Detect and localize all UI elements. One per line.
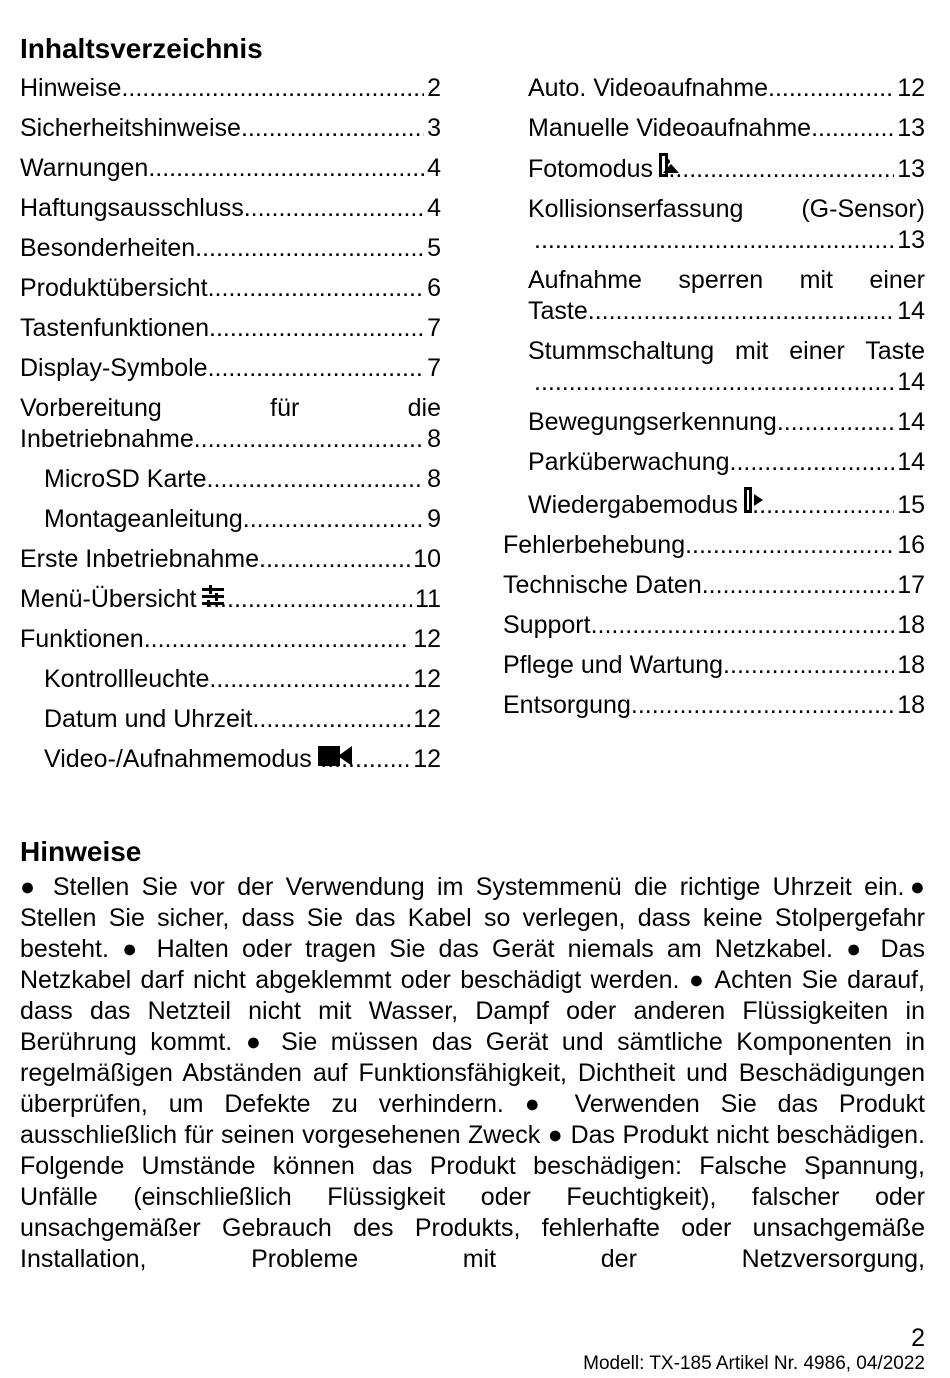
footer-model-info: Modell: TX-185 Artikel Nr. 4986, 04/2022 (583, 1353, 925, 1374)
toc-entry-besonderheiten[interactable]: Besonderheiten ..... 5 (20, 228, 441, 268)
photo-icon (659, 153, 668, 177)
toc-entry-sicherheitshinweise[interactable]: Sicherheitshinweise ..... 3 (20, 108, 441, 148)
toc-entry-haftungsausschluss[interactable]: Haftungsausschluss ..... 4 (20, 188, 441, 228)
toc-column-right (503, 68, 925, 725)
toc-entry-kollision[interactable]: Kollisionserfassung (G-Sensor) ..... 13 (503, 189, 925, 260)
section-title-hinweise: Hinweise (20, 836, 142, 867)
toc-entry-auto-video[interactable]: Auto. Videoaufnahme ..... 12 (503, 68, 925, 108)
toc-entry-entsorgung[interactable]: Entsorgung ..... 18 (503, 685, 925, 725)
toc-entry-support[interactable]: Support ..... 18 (503, 605, 925, 645)
toc-entry-produktuebersicht[interactable]: Produktübersicht ..... 6 (20, 268, 441, 308)
toc-entry-pflege[interactable]: Pflege und Wartung ..... 18 (503, 645, 925, 685)
toc-entry-erste-inbetriebnahme[interactable]: Erste Inbetriebnahme ..... 10 (20, 539, 441, 579)
toc-entry-wiedergabemodus[interactable]: Wiedergabemodus ..... 15 (503, 482, 925, 525)
toc-entry-video-aufnahmemodus[interactable]: Video-/Aufnahmemodus ..... 12 (20, 739, 441, 779)
toc-entry-fotomodus[interactable]: Fotomodus ..... 13 (503, 148, 925, 189)
toc-entry-hinweise[interactable]: Hinweise ..... 2 (20, 68, 441, 108)
toc-entry-technische-daten[interactable]: Technische Daten ..... 17 (503, 565, 925, 605)
toc-entry-funktionen[interactable]: Funktionen ..... 12 (20, 619, 441, 659)
toc-entry-manuelle-video[interactable]: Manuelle Videoaufnahme ..... 13 (503, 108, 925, 148)
toc-entry-stummschaltung[interactable]: Stummschaltung mit einer Taste ..... 14 (503, 331, 925, 402)
toc-entry-bewegungserkennung[interactable]: Bewegungserkennung ..... 14 (503, 402, 925, 442)
toc-entry-parkueberwachung[interactable]: Parküberwachung ..... 14 (503, 442, 925, 482)
video-camera-icon (318, 745, 321, 767)
hinweise-body-text: ● Stellen Sie vor der Verwendung im Systemmenü die richtige Uhrzeit ein.● Stellen Sie sicher, dass Sie das Kabel so verlegen, dass keine Stolpergefahr besteht. ● Halten oder tragen Sie das Gerät niemals am Netzkabel. ● Das Netzkabel darf nicht abgeklemmt oder beschädigt werden. ● Achten Sie darauf, dass das Netzteil nicht mit Wasser, Dampf oder anderen Flüssigkeiten in Berührung kommt. ● Sie müssen das Gerät und sämtliche Komponenten in regelmäßigen Abständen auf Funktionsfähigkeit, Dichtheit und Beschädigungen überprüfen, um Defekte zu verhindern. ● Verwenden Sie das Produkt ausschließlich für seinen vorgesehenen Zweck ● Das Produkt nicht beschädigen. Folgende Umstände können das Produkt beschädigen: Falsche Spannung, Unfälle (einschließlich Flüssigkeit oder Feuchtigkeit), falscher oder unsachgemäßer Gebrauch des Produkts, fehlerhafte oder unsachgemäße Installation, Probleme mit der Netzversorgung, (20, 873, 925, 1273)
menu-sliders-icon (202, 585, 206, 607)
toc-title: Inhaltsverzeichnis (20, 33, 263, 64)
page-number: 2 (911, 1324, 925, 1352)
toc-entry-tastenfunktionen[interactable]: Tastenfunktionen ..... 7 (20, 308, 441, 348)
toc-entry-datum-uhrzeit[interactable]: Datum und Uhrzeit ..... 12 (20, 699, 441, 739)
play-icon (744, 487, 752, 513)
toc-entry-menue-uebersicht[interactable]: Menü-Übersicht ..... 11 (20, 579, 441, 619)
toc-column-left (20, 68, 441, 779)
toc-entry-warnungen[interactable]: Warnungen ..... 4 (20, 148, 441, 188)
toc-entry-display-symbole[interactable]: Display-Symbole ..... 7 (20, 348, 441, 388)
toc-entry-aufnahme-sperren[interactable]: Aufnahme sperren mit einer Taste ..... 14 (503, 260, 925, 331)
toc-entry-fehlerbehebung[interactable]: Fehlerbehebung ..... 16 (503, 525, 925, 565)
toc-entry-montageanleitung[interactable]: Montageanleitung ..... 9 (20, 499, 441, 539)
toc-entry-kontrollleuchte[interactable]: Kontrollleuchte ..... 12 (20, 659, 441, 699)
toc-entry-microsd[interactable]: MicroSD Karte ..... 8 (20, 459, 441, 499)
toc-entry-vorbereitung[interactable]: Vorbereitung für die Inbetriebnahme ..... 8 (20, 388, 441, 459)
